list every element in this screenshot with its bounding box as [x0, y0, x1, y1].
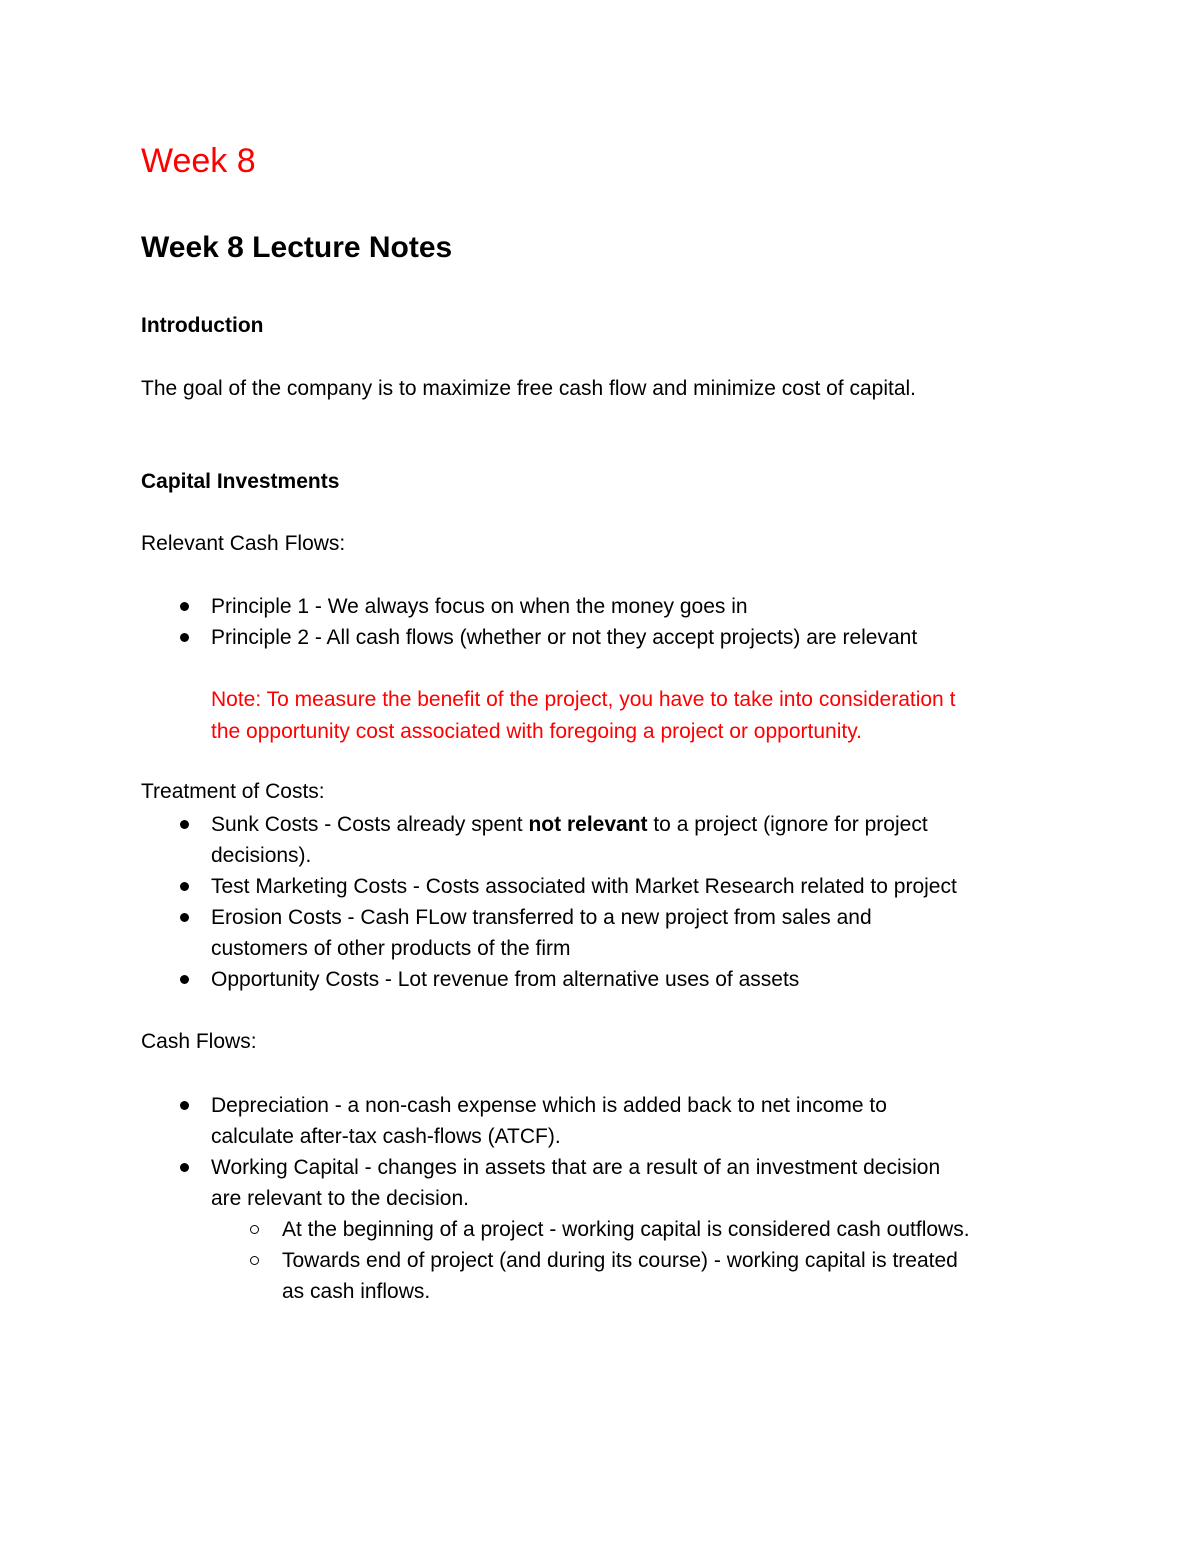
introduction-heading: Introduction	[141, 314, 264, 337]
principles-list	[211, 591, 917, 653]
capital-investments-heading: Capital Investments	[141, 470, 340, 493]
list-item	[211, 1152, 940, 1214]
lecture-heading: Week 8 Lecture Notes	[141, 231, 453, 264]
list-item	[211, 591, 917, 622]
bullet-icon	[180, 1101, 189, 1110]
end-of-project-line-2: as cash inflows.	[282, 1280, 431, 1303]
sunk-costs-text-end: to a project (ignore for project	[647, 813, 928, 836]
list-item	[211, 622, 917, 653]
cash-flows-list	[211, 1090, 940, 1214]
list-item	[282, 1245, 970, 1307]
relevant-cash-flows-label: Relevant Cash Flows:	[141, 532, 346, 555]
depreciation-line-2: calculate after-tax cash-flows (ATCF).	[211, 1125, 561, 1148]
list-item	[282, 1214, 970, 1245]
hollow-bullet-icon	[250, 1225, 259, 1234]
depreciation-line-1: Depreciation - a non-cash expense which is added back to net income to	[211, 1094, 887, 1117]
opportunity-costs-text: Opportunity Costs - Lot revenue from alternative uses of assets	[211, 968, 800, 991]
bullet-icon	[180, 975, 189, 984]
sunk-costs-text: Sunk Costs - Costs already spent	[211, 813, 529, 836]
beginning-of-project-text: At the beginning of a project - working capital is considered cash outflows.	[282, 1218, 970, 1241]
bullet-icon	[180, 633, 189, 642]
hollow-bullet-icon	[250, 1256, 259, 1265]
working-capital-sublist	[282, 1214, 970, 1307]
note-line-1: Note: To measure the benefit of the project, you have to take into consideration t	[211, 688, 956, 711]
note-line-2: the opportunity cost associated with foregoing a project or opportunity.	[211, 720, 862, 743]
end-of-project-line-1: Towards end of project (and during its course) - working capital is treated	[282, 1249, 958, 1272]
treatment-of-costs-label: Treatment of Costs:	[141, 780, 325, 803]
cash-flows-label: Cash Flows:	[141, 1030, 257, 1053]
list-item	[211, 964, 957, 995]
list-item	[211, 871, 957, 902]
treatment-list	[211, 809, 957, 995]
introduction-text: The goal of the company is to maximize free cash flow and minimize cost of capital.	[141, 377, 917, 400]
bullet-icon	[180, 820, 189, 829]
bullet-icon	[180, 1163, 189, 1172]
working-capital-line-2: are relevant to the decision.	[211, 1187, 469, 1210]
list-item	[211, 902, 957, 964]
working-capital-line-1: Working Capital - changes in assets that are a result of an investment decision	[211, 1156, 941, 1179]
principle-text: Principle 2 - All cash flows (whether or not they accept projects) are relevant	[211, 626, 918, 649]
erosion-costs-line-1: Erosion Costs - Cash FLow transferred to a new project from sales and	[211, 906, 872, 929]
sunk-costs-line-2: decisions).	[211, 844, 312, 867]
erosion-costs-line-2: customers of other products of the firm	[211, 937, 571, 960]
bullet-icon	[180, 882, 189, 891]
principle-text: Principle 1 - We always focus on when the money goes in	[211, 595, 748, 618]
list-item	[211, 1090, 940, 1152]
test-marketing-costs-text: Test Marketing Costs - Costs associated with Market Research related to project	[211, 875, 957, 898]
sunk-costs-emphasis: not relevant	[528, 813, 648, 836]
sunk-costs-line-1	[211, 809, 957, 840]
list-item	[211, 809, 957, 871]
bullet-icon	[180, 913, 189, 922]
document-title: Week 8	[141, 142, 256, 180]
bullet-icon	[180, 602, 189, 611]
